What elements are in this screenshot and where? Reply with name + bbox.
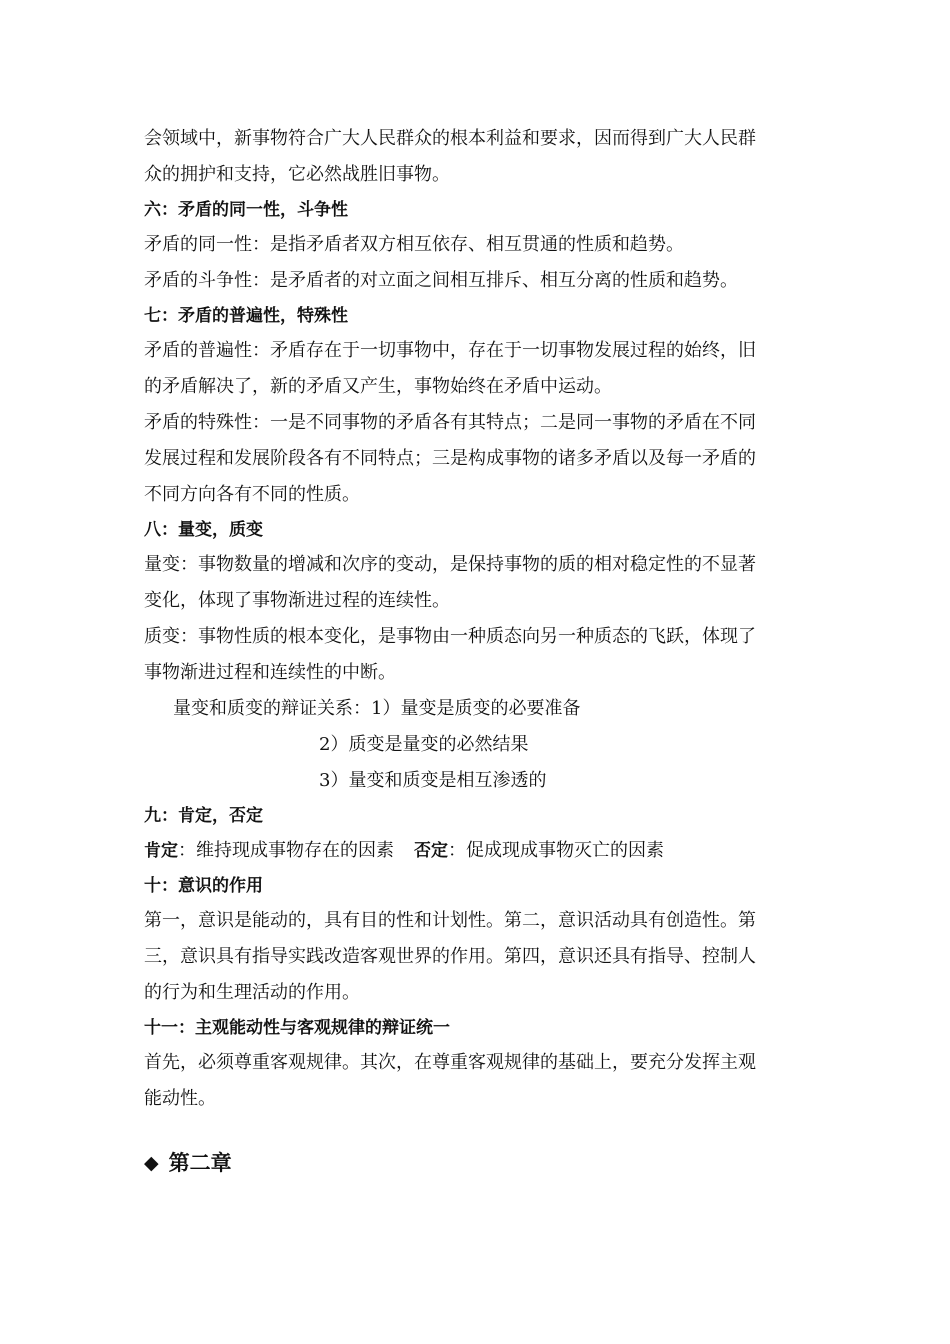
term-negation: 否定	[414, 841, 448, 861]
definition-negation: ：促成现成事物灭亡的因素	[448, 840, 664, 861]
paragraph-line: 第一，意识是能动的，具有目的性和计划性。第二，意识活动具有创造性。第	[144, 910, 756, 931]
section-heading-10: 十：意识的作用	[144, 876, 263, 896]
section-heading-6: 六：矛盾的同一性，斗争性	[144, 200, 348, 220]
list-line: 2）质变是量变的必然结果	[319, 734, 529, 755]
paragraph-line: 会领域中，新事物符合广大人民群众的根本利益和要求，因而得到广大人民群	[144, 128, 756, 149]
term-affirmation: 肯定	[144, 841, 178, 861]
paragraph-line: 矛盾的普遍性：矛盾存在于一切事物中，存在于一切事物发展过程的始终，旧	[144, 340, 756, 361]
section-heading-7: 七：矛盾的普遍性，特殊性	[144, 306, 348, 326]
paragraph-line: 变化，体现了事物渐进过程的连续性。	[144, 590, 450, 611]
paragraph-line: 首先，必须尊重客观规律。其次，在尊重客观规律的基础上，要充分发挥主观	[144, 1052, 756, 1073]
list-line: 3）量变和质变是相互渗透的	[319, 770, 547, 791]
section-heading-8: 八：量变，质变	[144, 520, 263, 540]
definition-affirmation: ：维持现成事物存在的因素	[178, 840, 394, 861]
paragraph-line: 的矛盾解决了，新的矛盾又产生，事物始终在矛盾中运动。	[144, 376, 612, 397]
document-body	[144, 121, 796, 1183]
chapter-title: 第二章	[168, 1151, 232, 1175]
definition-line	[144, 833, 796, 869]
paragraph-line: 事物渐进过程和连续性的中断。	[144, 662, 396, 683]
paragraph-line: 不同方向各有不同的性质。	[144, 484, 360, 505]
paragraph-line: 质变：事物性质的根本变化，是事物由一种质态向另一种质态的飞跃，体现了	[144, 626, 756, 647]
diamond-bullet-icon: ◆	[144, 1152, 159, 1174]
paragraph-line: 矛盾的同一性：是指矛盾者双方相互依存、相互贯通的性质和趋势。	[144, 234, 684, 255]
paragraph-line: 量变：事物数量的增减和次序的变动，是保持事物的质的相对稳定性的不显著	[144, 554, 756, 575]
paragraph-line: 发展过程和发展阶段各有不同特点；三是构成事物的诸多矛盾以及每一矛盾的	[144, 448, 756, 469]
paragraph-line: 能动性。	[144, 1088, 216, 1109]
paragraph-line: 众的拥护和支持，它必然战胜旧事物。	[144, 164, 450, 185]
chapter-heading	[144, 1143, 796, 1183]
paragraph-line: 矛盾的特殊性：一是不同事物的矛盾各有其特点；二是同一事物的矛盾在不同	[144, 412, 756, 433]
section-heading-11: 十一：主观能动性与客观规律的辩证统一	[144, 1018, 450, 1038]
list-line: 量变和质变的辩证关系：1）量变是质变的必要准备	[173, 698, 581, 719]
paragraph-line: 三，意识具有指导实践改造客观世界的作用。第四，意识还具有指导、控制人	[144, 946, 756, 967]
paragraph-line: 的行为和生理活动的作用。	[144, 982, 360, 1003]
section-heading-9: 九：肯定，否定	[144, 806, 263, 826]
paragraph-line: 矛盾的斗争性：是矛盾者的对立面之间相互排斥、相互分离的性质和趋势。	[144, 270, 738, 291]
